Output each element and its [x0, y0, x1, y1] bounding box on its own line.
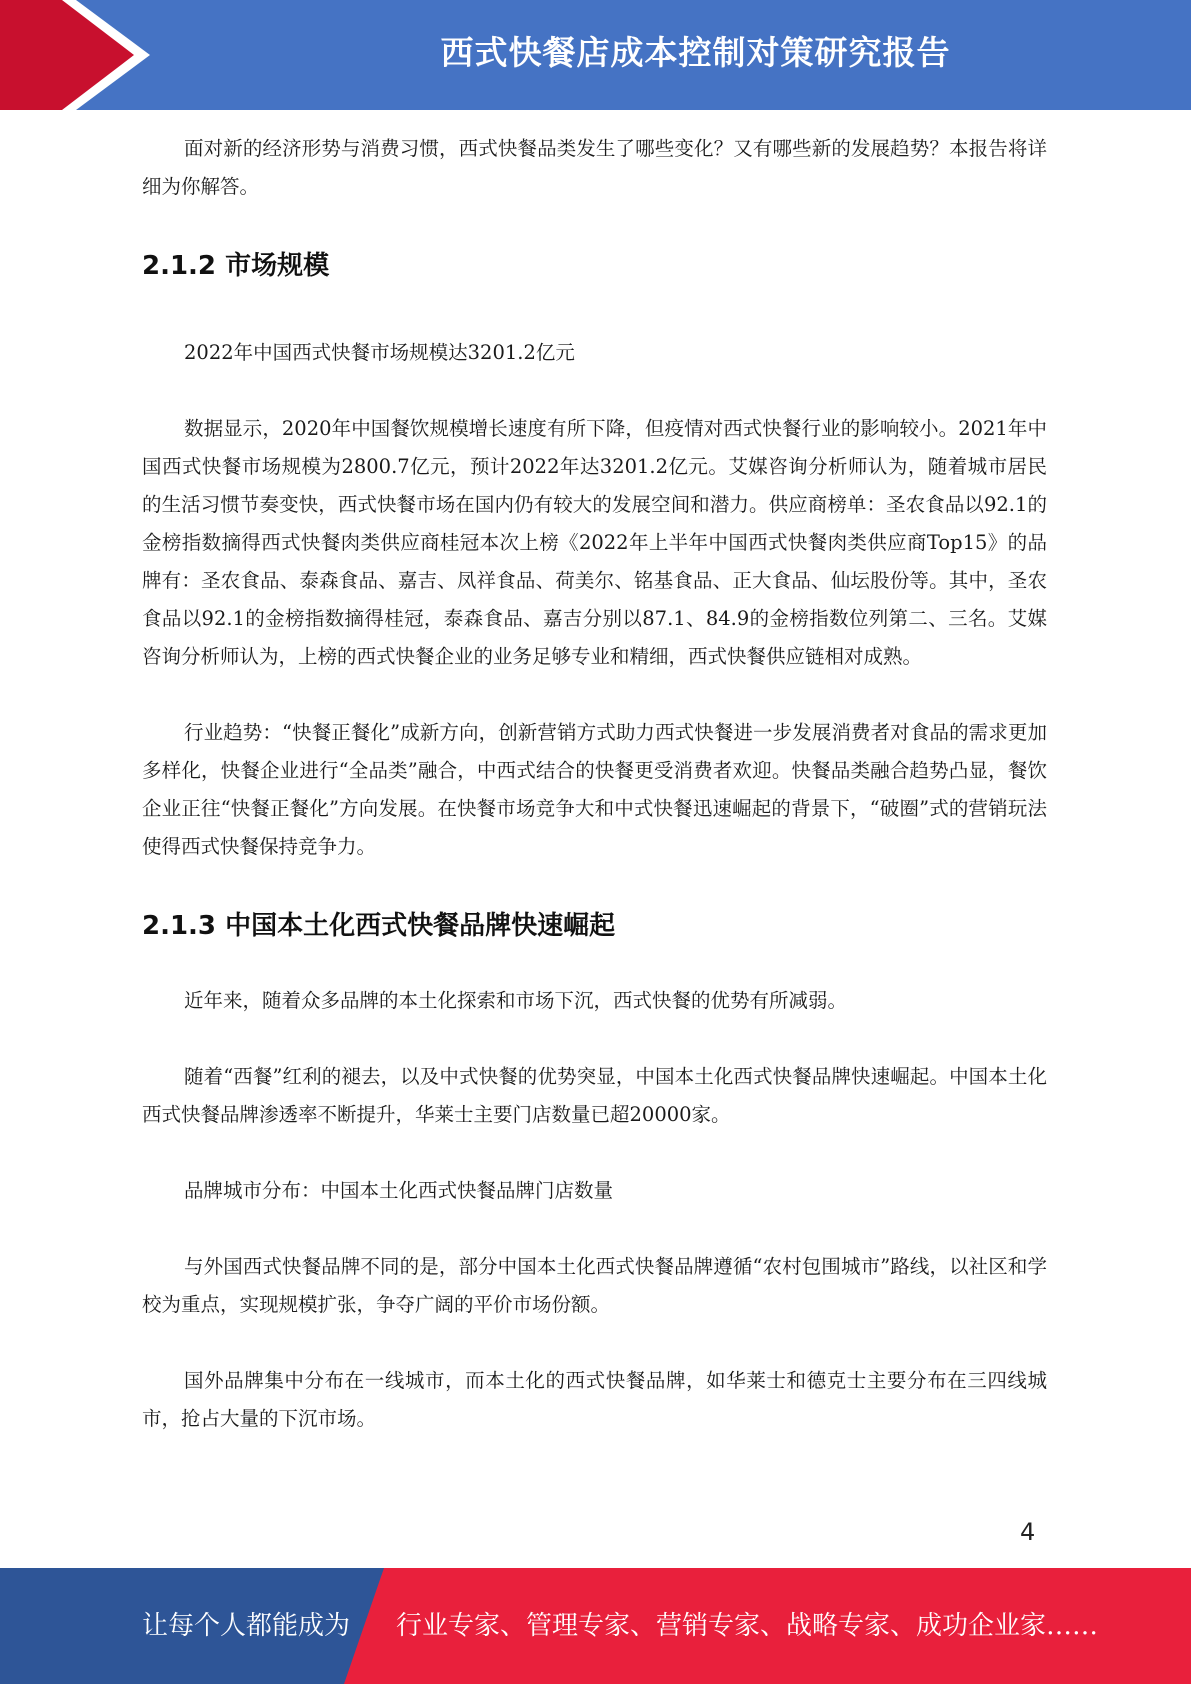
paragraph-foreign-brands: 国外品牌集中分布在一线城市，而本土化的西式快餐品牌，如华莱士和德克士主要分布在三四线城市，抢占大量的下沉市场。	[142, 1369, 1047, 1430]
page-number: 4	[1020, 1518, 1036, 1546]
intro-paragraph: 面对新的经济形势与消费习惯，西式快餐品类发生了哪些变化？又有哪些新的发展趋势？本报告将详细为你解答。	[142, 137, 1047, 198]
footer-slogan-left: 让每个人都能成为	[142, 1611, 351, 1641]
paragraph-rural-strategy: 与外国西式快餐品牌不同的是，部分中国本土化西式快餐品牌遵循“农村包围城市”路线，以社区和学校为重点，实现规模扩张，争夺广阔的平价市场份额。	[142, 1255, 1047, 1316]
paragraph-city-distribution-title: 品牌城市分布：中国本土化西式快餐品牌门店数量	[184, 1179, 614, 1202]
page-footer	[0, 1568, 1191, 1684]
page-header	[0, 0, 1191, 110]
header-title: 西式快餐店成本控制对策研究报告	[440, 33, 951, 72]
paragraph-brand-rise: 随着“西餐”红利的褪去，以及中式快餐的优势突显，中国本土化西式快餐品牌快速崛起。中国本土化西式快餐品牌渗透率不断提升，华莱士主要门店数量已超20000家。	[142, 1065, 1047, 1126]
document-body	[142, 130, 1047, 1438]
paragraph-localization: 近年来，随着众多品牌的本土化探索和市场下沉，西式快餐的优势有所减弱。	[184, 989, 848, 1012]
paragraph-market-size-title: 2022年中国西式快餐市场规模达3201.2亿元	[184, 341, 575, 364]
section-heading-2-1-2: 2.1.2 市场规模	[142, 251, 330, 281]
paragraph-industry-trend: 行业趋势：“快餐正餐化”成新方向，创新营销方式助力西式快餐进一步发展消费者对食品的需求更加多样化，快餐企业进行“全品类”融合，中西式结合的快餐更受消费者欢迎。快餐品类融合趋势凸显，餐饮企业正往“快餐正餐化”方向发展。在快餐市场竞争大和中式快餐迅速崛起的背景下，“破圈”式的营销玩法使得西式快餐保持竞争力。	[142, 721, 1047, 858]
footer-slogan-right: 行业专家、管理专家、营销专家、战略专家、成功企业家……	[396, 1611, 1099, 1641]
paragraph-market-data: 数据显示，2020年中国餐饮规模增长速度有所下降，但疫情对西式快餐行业的影响较小。2021年中国西式快餐市场规模为2800.7亿元，预计2022年达3201.2亿元。艾媒咨询分析师认为，随着城市居民的生活习惯节奏变快，西式快餐市场在国内仍有较大的发展空间和潜力。供应商榜单：圣农食品以92.1的金榜指数摘得西式快餐肉类供应商桂冠本次上榜《2022年上半年中国西式快餐肉类供应商Top15》的品牌有：圣农食品、泰森食品、嘉吉、凤祥食品、荷美尔、铭基食品、正大食品、仙坛股份等。其中，圣农食品以92.1的金榜指数摘得桂冠，泰森食品、嘉吉分别以87.1、84.9的金榜指数位列第二、三名。艾媒咨询分析师认为，上榜的西式快餐企业的业务足够专业和精细，西式快餐供应链相对成熟。	[142, 417, 1047, 668]
section-heading-2-1-3: 2.1.3 中国本土化西式快餐品牌快速崛起	[142, 911, 616, 941]
